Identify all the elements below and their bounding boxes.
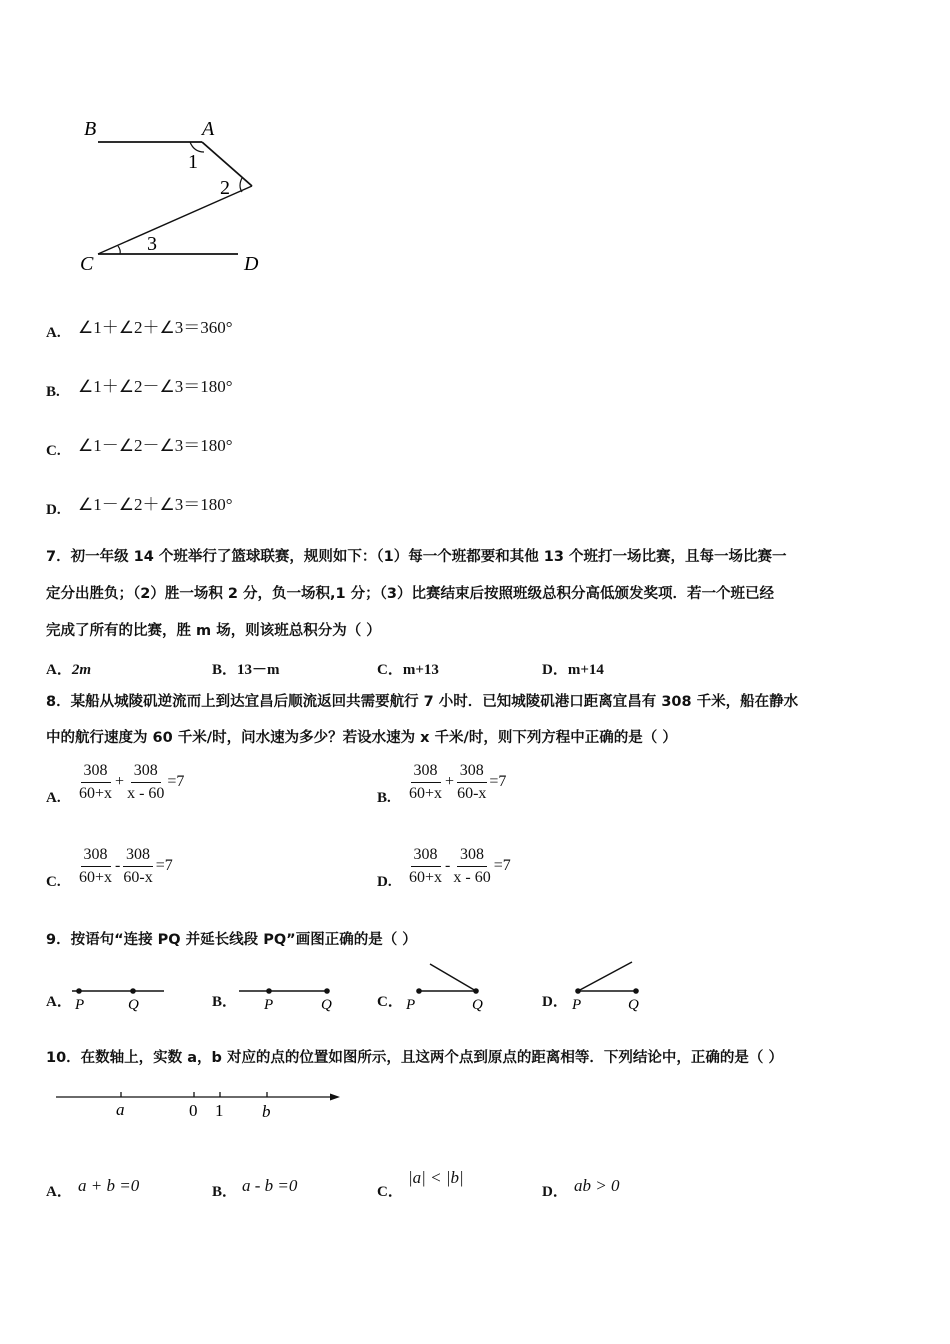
q8-option-d-label: D.: [377, 874, 392, 890]
q9-option-c-figure: [400, 960, 500, 1014]
q6-option-a-label: A.: [46, 325, 61, 341]
q9-b-label-p: P: [264, 997, 274, 1013]
q7-option-c: C．m+13: [377, 662, 439, 678]
label-3: 3: [147, 233, 157, 255]
q9-a-label-p: P: [75, 997, 85, 1013]
q6-option-c-expr: ∠1－∠2－∠3＝180°: [78, 436, 233, 455]
q7-line-1: 7．初一年级 14 个班举行了篮球联赛，规则如下：（1）每一个班都要和其他 13 个班打一场比赛，且每一场比赛一: [46, 549, 787, 565]
axis-label-a: a: [116, 1100, 125, 1119]
q7-line-3: 完成了所有的比赛，胜 m 场，则该班总积分为（ ）: [46, 623, 381, 639]
q8-option-c-label: C.: [46, 874, 61, 890]
q9-c-label-q: Q: [472, 997, 483, 1013]
label-d: D: [244, 253, 259, 275]
q9-option-a-label: A．: [46, 994, 72, 1010]
q6-option-d-expr: ∠1－∠2＋∠3＝180°: [78, 495, 233, 514]
q6-option-d-label: D.: [46, 502, 61, 518]
q9-option-d-figure: [566, 958, 666, 1014]
q7-option-b: B．13－m: [212, 662, 280, 678]
q9-option-c-label: C．: [377, 994, 403, 1010]
q6-option-b-expr: ∠1＋∠2－∠3＝180°: [78, 377, 233, 396]
q9-option-a-figure: [70, 978, 170, 1014]
axis-label-b: b: [262, 1102, 271, 1121]
label-b: B: [84, 118, 97, 140]
q10-text: 10．在数轴上，实数 a，b 对应的点的位置如图所示，且这两个点到原点的距离相等．下列结论中，正确的是（ ）: [46, 1050, 783, 1066]
q8-option-c-equation: $\frac{308}{60+x}$ - $\frac{308}{60-x}$ =7: [79, 846, 173, 886]
q9-option-b-label: B．: [212, 994, 238, 1010]
q10-option-b-expr: a - b =0: [242, 1176, 298, 1195]
angle-3-arc: [118, 246, 120, 254]
q10-option-d-expr: ab > 0: [574, 1176, 620, 1195]
q9-option-d-label: D．: [542, 994, 568, 1010]
number-line: [50, 1084, 350, 1128]
label-a: A: [202, 118, 215, 140]
q7-option-a: A．2m: [46, 662, 92, 678]
q6-option-c-label: C.: [46, 443, 61, 459]
q9-text: 9．按语句“连接 PQ 并延长线段 PQ”画图正确的是（ ）: [46, 932, 417, 948]
q8-line-2: 中的航行速度为 60 千米/时，问水速为多少？若设水速为 x 千米/时，则下列方程中正确的是（ ）: [46, 730, 677, 746]
q8-option-b-equation: $\frac{308}{60+x}$ + $\frac{308}{60-x}$ =7: [409, 762, 507, 802]
q10-option-b-label: B．: [212, 1184, 238, 1200]
q8-option-a-label: A.: [46, 790, 61, 806]
q10-option-c-expr: |a| < |b|: [408, 1168, 464, 1187]
label-1: 1: [188, 151, 198, 173]
q9-a-label-q: Q: [128, 997, 139, 1013]
arrow-right-icon: [330, 1094, 340, 1101]
q6-option-a-expr: ∠1＋∠2＋∠3＝360°: [78, 318, 233, 337]
label-c: C: [80, 253, 94, 275]
q9-option-b-figure: [236, 978, 336, 1014]
q8-option-d-equation: $\frac{308}{60+x}$ - $\frac{308}{x - 60}$ =7: [409, 846, 511, 886]
q10-option-a-label: A．: [46, 1184, 72, 1200]
label-2: 2: [220, 177, 230, 199]
q10-option-d-label: D．: [542, 1184, 568, 1200]
q7-option-d: D．m+14: [542, 662, 604, 678]
q10-option-c-label: C．: [377, 1184, 403, 1200]
angle-figure: [70, 110, 280, 280]
q8-option-a-equation: $\frac{308}{60+x}$ + $\frac{308}{x - 60}$ =7: [79, 762, 185, 802]
q9-b-label-q: Q: [321, 997, 332, 1013]
q8-line-1: 8．某船从城陵矶逆流而上到达宜昌后顺流返回共需要航行 7 小时．已知城陵矶港口距离宜昌有 308 千米，船在静水: [46, 694, 799, 710]
axis-label-1: 1: [215, 1101, 224, 1120]
q6-option-b-label: B.: [46, 384, 60, 400]
q9-d-label-q: Q: [628, 997, 639, 1013]
q9-c-label-p: P: [406, 997, 416, 1013]
q8-option-b-label: B.: [377, 790, 391, 806]
q7-line-2: 定分出胜负；（2）胜一场积 2 分，负一场积,1 分；（3）比赛结束后按照班级总积分高低颁发奖项．若一个班已经: [46, 586, 775, 602]
q10-option-a-expr: a + b =0: [78, 1176, 140, 1195]
axis-label-0: 0: [189, 1101, 198, 1120]
q9-d-label-p: P: [572, 997, 582, 1013]
